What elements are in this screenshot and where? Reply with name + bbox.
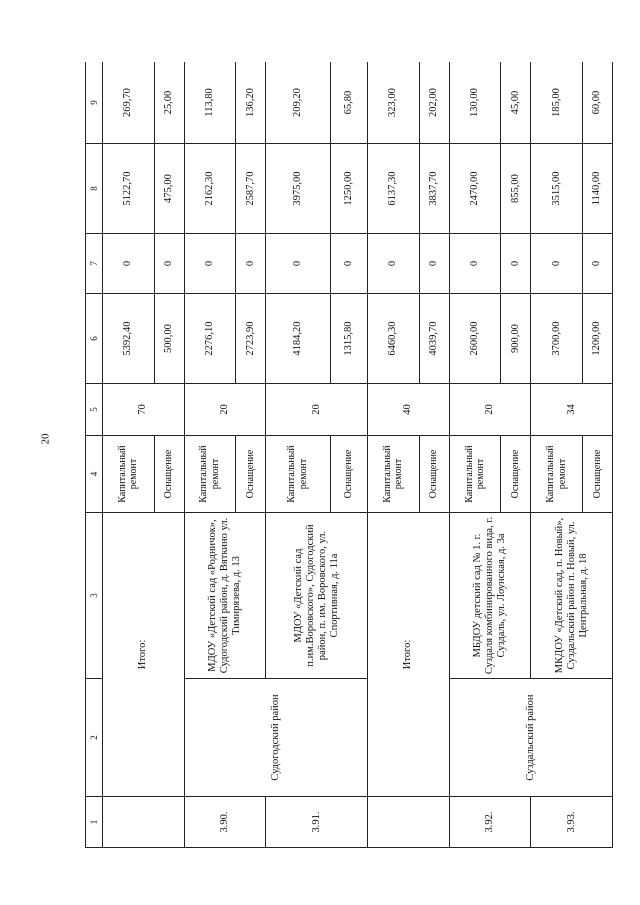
value-cell: 209,20 xyxy=(266,62,330,144)
header-cell: 3 xyxy=(86,513,103,679)
value-cell: 2162,30 xyxy=(184,144,236,234)
total-label-cell: Итого: xyxy=(103,513,185,797)
value-cell: 0 xyxy=(184,234,236,294)
funding-table xyxy=(85,62,613,848)
value-cell: 5122,70 xyxy=(103,144,155,234)
work-type-cell: Оснащение xyxy=(236,436,266,513)
work-type-cell: Капитальный ремонт xyxy=(184,436,236,513)
value-cell: 1250,00 xyxy=(330,144,367,234)
row-number-cell: 3.91. xyxy=(266,797,368,848)
value-cell: 0 xyxy=(531,234,583,294)
header-cell: 6 xyxy=(86,294,103,384)
capacity-cell: 70 xyxy=(103,384,185,436)
work-type-cell: Капитальный ремонт xyxy=(266,436,330,513)
institution-cell: МБДОУ детский сад № 1. г. Суздаля комбинированного вида, г. Суздаль, ул. Лоунская, д. 3а xyxy=(449,513,531,679)
value-cell: 113,80 xyxy=(184,62,236,144)
value-cell: 4184,20 xyxy=(266,294,330,384)
row-number-cell: 3.93. xyxy=(531,797,613,848)
institution-cell: МКДОУ «Детский сад, п. Новый», Суздальский район п. Новый, ул. Центральная, д. 18 xyxy=(531,513,613,679)
row-number-cell: 3.92. xyxy=(449,797,531,848)
row-number-cell: 3.90. xyxy=(184,797,266,848)
value-cell: 185,00 xyxy=(531,62,583,144)
value-cell: 60,00 xyxy=(582,62,612,144)
work-type-cell: Оснащение xyxy=(582,436,612,513)
header-cell: 9 xyxy=(86,62,103,144)
header-cell: 1 xyxy=(86,797,103,848)
table-row xyxy=(103,62,155,848)
district-cell: Суздальский район xyxy=(449,679,612,797)
page-number: 20 xyxy=(39,433,52,445)
header-cell: 7 xyxy=(86,234,103,294)
value-cell: 25,00 xyxy=(154,62,184,144)
value-cell: 202,00 xyxy=(419,62,449,144)
value-cell: 0 xyxy=(582,234,612,294)
value-cell: 2276,10 xyxy=(184,294,236,384)
value-cell: 900,00 xyxy=(501,294,531,384)
value-cell: 475,00 xyxy=(154,144,184,234)
capacity-cell: 40 xyxy=(368,384,450,436)
value-cell: 3700,00 xyxy=(531,294,583,384)
table-row xyxy=(184,62,236,848)
value-cell: 500,00 xyxy=(154,294,184,384)
value-cell: 0 xyxy=(368,234,420,294)
value-cell: 1140,00 xyxy=(582,144,612,234)
rotated-table-area xyxy=(85,62,613,848)
value-cell: 0 xyxy=(236,234,266,294)
value-cell: 3515,00 xyxy=(531,144,583,234)
value-cell: 136,20 xyxy=(236,62,266,144)
table-row xyxy=(449,62,501,848)
value-cell: 2600,00 xyxy=(449,294,501,384)
row-number-cell xyxy=(103,797,185,848)
value-cell: 0 xyxy=(449,234,501,294)
value-cell: 0 xyxy=(103,234,155,294)
district-cell: Судогодский район xyxy=(184,679,367,797)
row-number-cell xyxy=(368,797,450,848)
value-cell: 2470,00 xyxy=(449,144,501,234)
value-cell: 0 xyxy=(330,234,367,294)
value-cell: 4039,70 xyxy=(419,294,449,384)
total-label-cell: Итого: xyxy=(368,513,450,797)
work-type-cell: Оснащение xyxy=(330,436,367,513)
value-cell: 1315,80 xyxy=(330,294,367,384)
work-type-cell: Капитальный ремонт xyxy=(103,436,155,513)
value-cell: 3837,70 xyxy=(419,144,449,234)
value-cell: 5392,40 xyxy=(103,294,155,384)
institution-cell: МДОУ «Детский сад «Родничок», Судогодский район, д. Вяткино ул. Тимирязева, д. 13 xyxy=(184,513,266,679)
header-cell: 4 xyxy=(86,436,103,513)
value-cell: 0 xyxy=(419,234,449,294)
table-row xyxy=(368,62,420,848)
work-type-cell: Капитальный ремонт xyxy=(368,436,420,513)
work-type-cell: Оснащение xyxy=(154,436,184,513)
header-cell: 8 xyxy=(86,144,103,234)
capacity-cell: 20 xyxy=(449,384,531,436)
value-cell: 0 xyxy=(154,234,184,294)
capacity-cell: 20 xyxy=(266,384,368,436)
value-cell: 2587,70 xyxy=(236,144,266,234)
value-cell: 855,00 xyxy=(501,144,531,234)
value-cell: 45,00 xyxy=(501,62,531,144)
value-cell: 6460,30 xyxy=(368,294,420,384)
work-type-cell: Капитальный ремонт xyxy=(449,436,501,513)
header-cell: 5 xyxy=(86,384,103,436)
value-cell: 3975,00 xyxy=(266,144,330,234)
value-cell: 65,80 xyxy=(330,62,367,144)
value-cell: 0 xyxy=(501,234,531,294)
work-type-cell: Капитальный ремонт xyxy=(531,436,583,513)
value-cell: 130,00 xyxy=(449,62,501,144)
value-cell: 1200,00 xyxy=(582,294,612,384)
value-cell: 0 xyxy=(266,234,330,294)
rotated-table-container xyxy=(85,62,613,848)
value-cell: 269,70 xyxy=(103,62,155,144)
value-cell: 2723,90 xyxy=(236,294,266,384)
work-type-cell: Оснащение xyxy=(419,436,449,513)
capacity-cell: 20 xyxy=(184,384,266,436)
capacity-cell: 34 xyxy=(531,384,613,436)
institution-cell: МДОУ «Детский сад п.им.Воровского», Судогодский район, п. им. Воровского, ул. Спортивная, д. 11а xyxy=(266,513,368,679)
header-cell: 2 xyxy=(86,679,103,797)
value-cell: 323,00 xyxy=(368,62,420,144)
work-type-cell: Оснащение xyxy=(501,436,531,513)
value-cell: 6137,30 xyxy=(368,144,420,234)
header-row xyxy=(86,62,103,848)
